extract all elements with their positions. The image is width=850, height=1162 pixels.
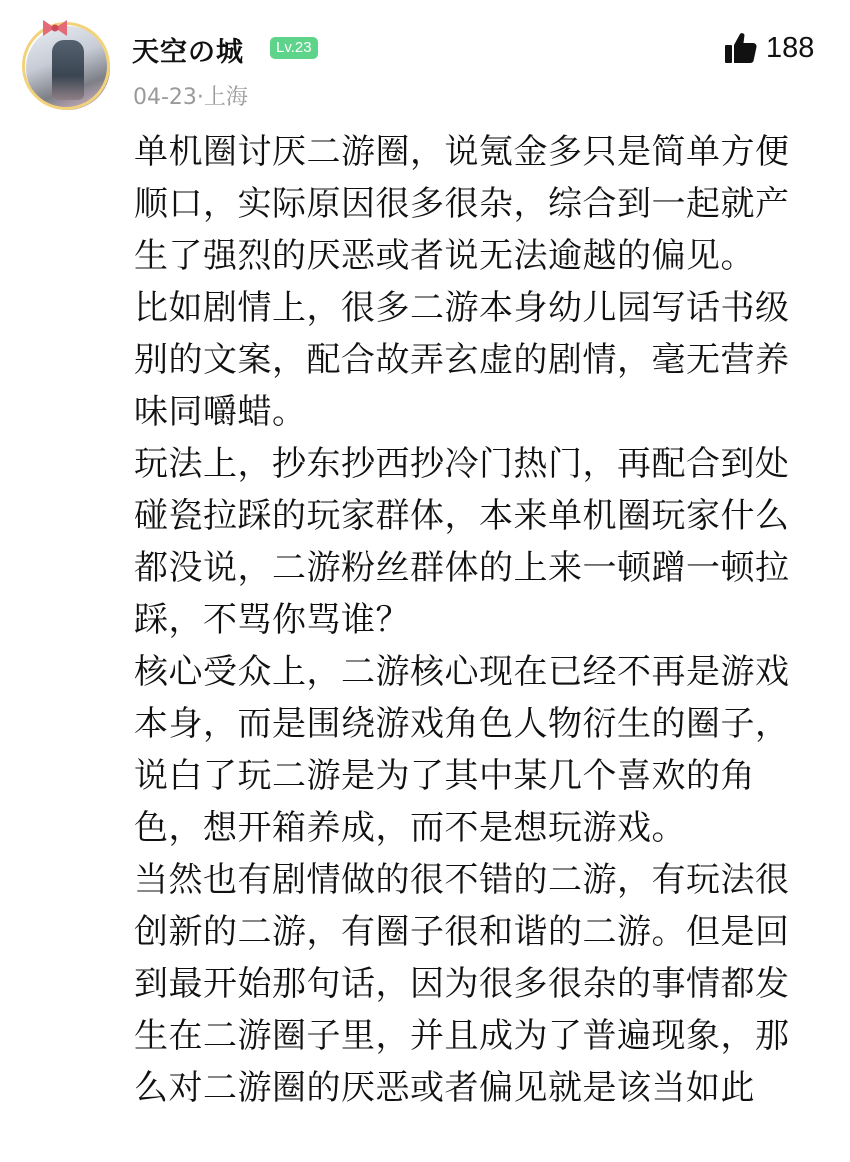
text-line: 说白了玩二游是为了其中某几个喜欢的角 [134,756,755,796]
paragraph [134,646,834,854]
text-line: 碰瓷拉踩的玩家群体，本来单机圈玩家什么 [134,496,790,536]
text-line: 踩，不骂你骂谁？ [134,600,410,640]
post-content [134,126,834,1114]
text-line: 比如剧情上，很多二游本身幼儿园写话书级 [134,288,790,328]
like-count: 188 [766,31,815,64]
text-line: 么对二游圈的厌恶或者偏见就是该当如此 [134,1068,755,1108]
text-line: 创新的二游，有圈子很和谐的二游。但是回 [134,912,790,952]
text-line: 本身，而是围绕游戏角色人物衍生的圈子， [134,704,790,744]
text-line: 顺口，实际原因很多很杂，综合到一起就产 [134,184,790,224]
text-line: 都没说，二游粉丝群体的上来一顿蹭一顿拉 [134,548,790,588]
text-line: 别的文案，配合故弄玄虚的剧情，毫无营养 [134,340,790,380]
like-button[interactable] [724,26,814,70]
text-line: 玩法上，抄东抄西抄冷门热门，再配合到处 [134,444,790,484]
text-line: 单机圈讨厌二游圈，说氪金多只是简单方便 [134,132,790,172]
paragraph [134,126,834,282]
paragraph [134,854,834,1114]
paragraph [134,282,834,438]
text-line: 味同嚼蜡。 [134,392,307,432]
user-name[interactable]: 天空の城 [132,37,244,68]
post-date-location: 04-23·上海 [133,85,248,110]
paragraph [134,438,834,646]
text-line: 当然也有剧情做的很不错的二游，有玩法很 [134,860,790,900]
avatar[interactable] [22,18,114,110]
thumbs-up-icon [724,31,758,65]
post-header [0,0,850,120]
text-line: 核心受众上，二游核心现在已经不再是游戏 [134,652,790,692]
text-line: 生了强烈的厌恶或者说无法逾越的偏见。 [134,236,755,276]
text-line: 生在二游圈子里，并且成为了普遍现象，那 [134,1016,790,1056]
level-badge: Lv.23 [270,37,318,59]
text-line: 到最开始那句话，因为很多很杂的事情都发 [134,964,790,1004]
text-line: 色，想开箱养成，而不是想玩游戏。 [134,808,686,848]
bow-icon [40,18,70,38]
